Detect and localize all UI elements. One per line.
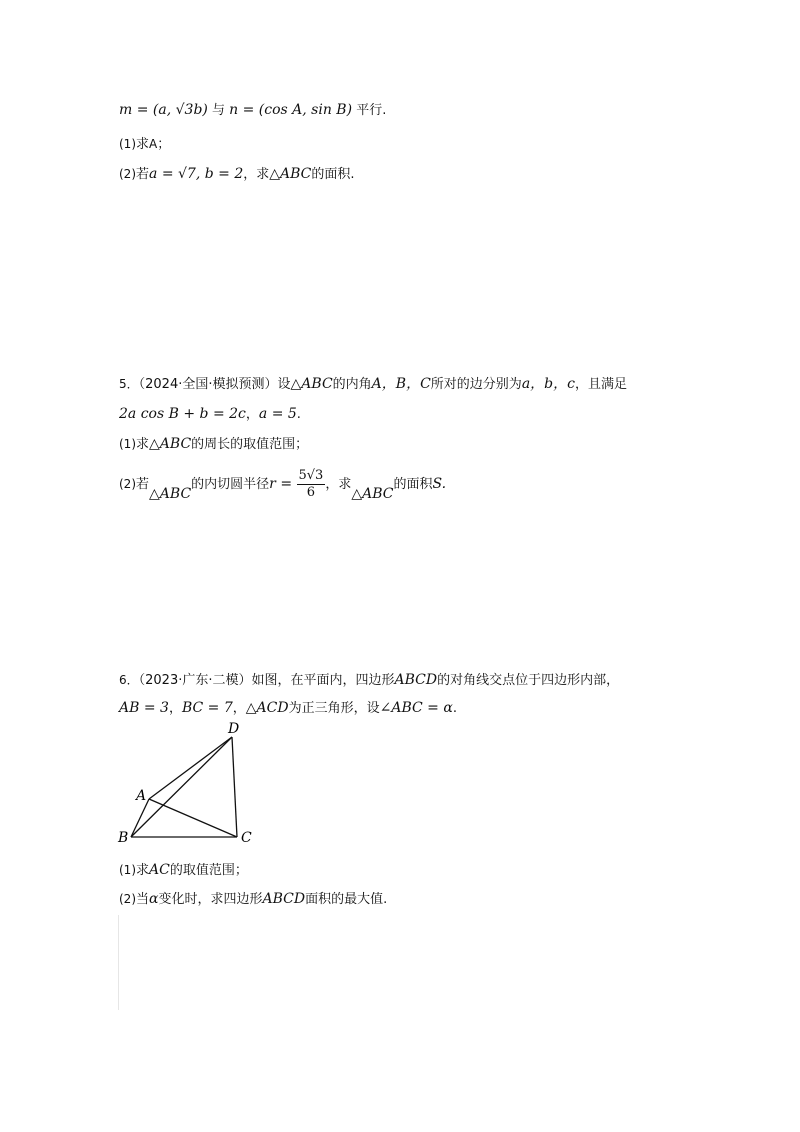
triangle-acd: △ACD bbox=[245, 700, 289, 716]
sides: a，b，c bbox=[521, 376, 575, 392]
diagonal-bd bbox=[131, 737, 232, 837]
stem-text: ，且满足 bbox=[574, 377, 627, 392]
q6-part1 bbox=[119, 860, 248, 881]
part-end: 的面积. bbox=[311, 167, 355, 182]
var-A: A bbox=[149, 137, 158, 151]
question-number: 6． bbox=[119, 673, 139, 687]
part-text: 若 bbox=[136, 477, 150, 492]
q4-part2 bbox=[119, 164, 355, 185]
triangle-abc: △ABC bbox=[149, 486, 192, 502]
angles: A，B，C bbox=[371, 376, 431, 392]
given-values: a = √7, b = 2 bbox=[149, 166, 244, 182]
fraction-denominator: 6 bbox=[306, 484, 316, 500]
vector-m-expr: = (a, √3b) bbox=[132, 102, 208, 118]
triangle-abc: △ABC bbox=[269, 166, 312, 182]
part-end: ； bbox=[157, 137, 171, 152]
stem-text: 的内角 bbox=[332, 377, 372, 392]
part-text-rest: 变化时，求四边形 bbox=[158, 892, 263, 907]
part-text: 求 bbox=[136, 137, 150, 152]
question-number: 5． bbox=[119, 377, 139, 391]
stem-end: . bbox=[452, 701, 457, 716]
quad-abcd: ABCD bbox=[262, 891, 306, 907]
separator: ， bbox=[245, 407, 259, 422]
part-text: 若 bbox=[136, 167, 150, 182]
segment-ac: AC bbox=[149, 862, 170, 878]
q4-condition-line bbox=[119, 100, 386, 121]
vector-n: n bbox=[229, 102, 239, 118]
edge-dc bbox=[232, 737, 237, 837]
q5-stem-line1 bbox=[119, 374, 627, 395]
part-label: (1) bbox=[119, 137, 136, 151]
part-text: 求 bbox=[136, 863, 150, 878]
stem-text: 所对的边分别为 bbox=[430, 377, 522, 392]
vector-n-expr: = (cos A, sin B) bbox=[238, 102, 353, 118]
separator: ， bbox=[232, 701, 246, 716]
q4-part1 bbox=[119, 134, 170, 155]
question-source: （2024·全国·模拟预测） bbox=[138, 377, 278, 392]
part-text-mid: ，求 bbox=[243, 167, 270, 182]
part-label: (1) bbox=[119, 863, 136, 877]
part-text-rest: 的取值范围； bbox=[169, 863, 248, 878]
radius-fraction bbox=[297, 468, 326, 501]
q6-stem-line2 bbox=[119, 698, 457, 719]
edge-ad bbox=[149, 737, 232, 799]
separator: ， bbox=[168, 701, 182, 716]
stem-text: 的对角线交点位于四边形内部， bbox=[437, 673, 620, 688]
area-S: S. bbox=[432, 476, 447, 492]
question-source: （2023·广东·二模） bbox=[138, 673, 252, 688]
part-label: (2) bbox=[119, 477, 136, 491]
part-text-rest: 的面积 bbox=[393, 477, 433, 492]
ab-length: AB = 3 bbox=[119, 700, 169, 716]
part-text-rest: 面积的最大值. bbox=[305, 892, 388, 907]
edge-ba bbox=[131, 799, 149, 837]
part-text-rest: 的内切圆半径 bbox=[191, 477, 270, 492]
parallel-text: 平行. bbox=[352, 103, 387, 118]
stem-end: . bbox=[296, 407, 301, 422]
condition-equation: 2a cos B + b = 2c bbox=[119, 406, 246, 422]
part-label: (2) bbox=[119, 167, 136, 181]
triangle-abc: △ABC bbox=[290, 376, 333, 392]
part-label: (1) bbox=[119, 437, 136, 451]
stem-text: 设 bbox=[277, 377, 291, 392]
stem-text: 如图，在平面内，四边形 bbox=[251, 673, 395, 688]
stem-text: 为正三角形，设 bbox=[288, 701, 380, 716]
q5-stem-line2 bbox=[119, 404, 301, 425]
vertex-label-b: B bbox=[118, 830, 129, 846]
part-label: (2) bbox=[119, 892, 136, 906]
triangle-abc: △ABC bbox=[149, 436, 192, 452]
vertex-label-a: A bbox=[136, 788, 147, 804]
fraction-numerator: 5√3 bbox=[298, 467, 324, 483]
bc-length: BC = 7 bbox=[181, 700, 233, 716]
alpha: α bbox=[149, 891, 159, 907]
angle-abc: ∠ABC = α bbox=[379, 700, 453, 716]
q6-stem-line1 bbox=[119, 670, 619, 691]
triangle-abc: △ABC bbox=[351, 486, 394, 502]
q6-part2 bbox=[119, 889, 387, 910]
part-text: 求 bbox=[136, 437, 150, 452]
quad-abcd: ABCD bbox=[394, 672, 438, 688]
q5-part1 bbox=[119, 434, 308, 455]
vertex-label-d: D bbox=[228, 721, 240, 737]
side-a-value: a = 5 bbox=[258, 406, 297, 422]
q5-part2 bbox=[119, 464, 446, 504]
margin-rule bbox=[118, 915, 119, 1010]
diagonal-ac bbox=[149, 799, 237, 837]
quadrilateral-figure bbox=[110, 720, 270, 850]
vertex-label-c: C bbox=[241, 830, 252, 846]
vector-m: m bbox=[119, 102, 133, 118]
part-text-mid: ，求 bbox=[325, 477, 352, 492]
connector-text: 与 bbox=[207, 103, 230, 118]
radius-var: r = bbox=[269, 476, 293, 492]
part-text-rest: 的周长的取值范围； bbox=[191, 437, 309, 452]
part-text: 当 bbox=[136, 892, 150, 907]
